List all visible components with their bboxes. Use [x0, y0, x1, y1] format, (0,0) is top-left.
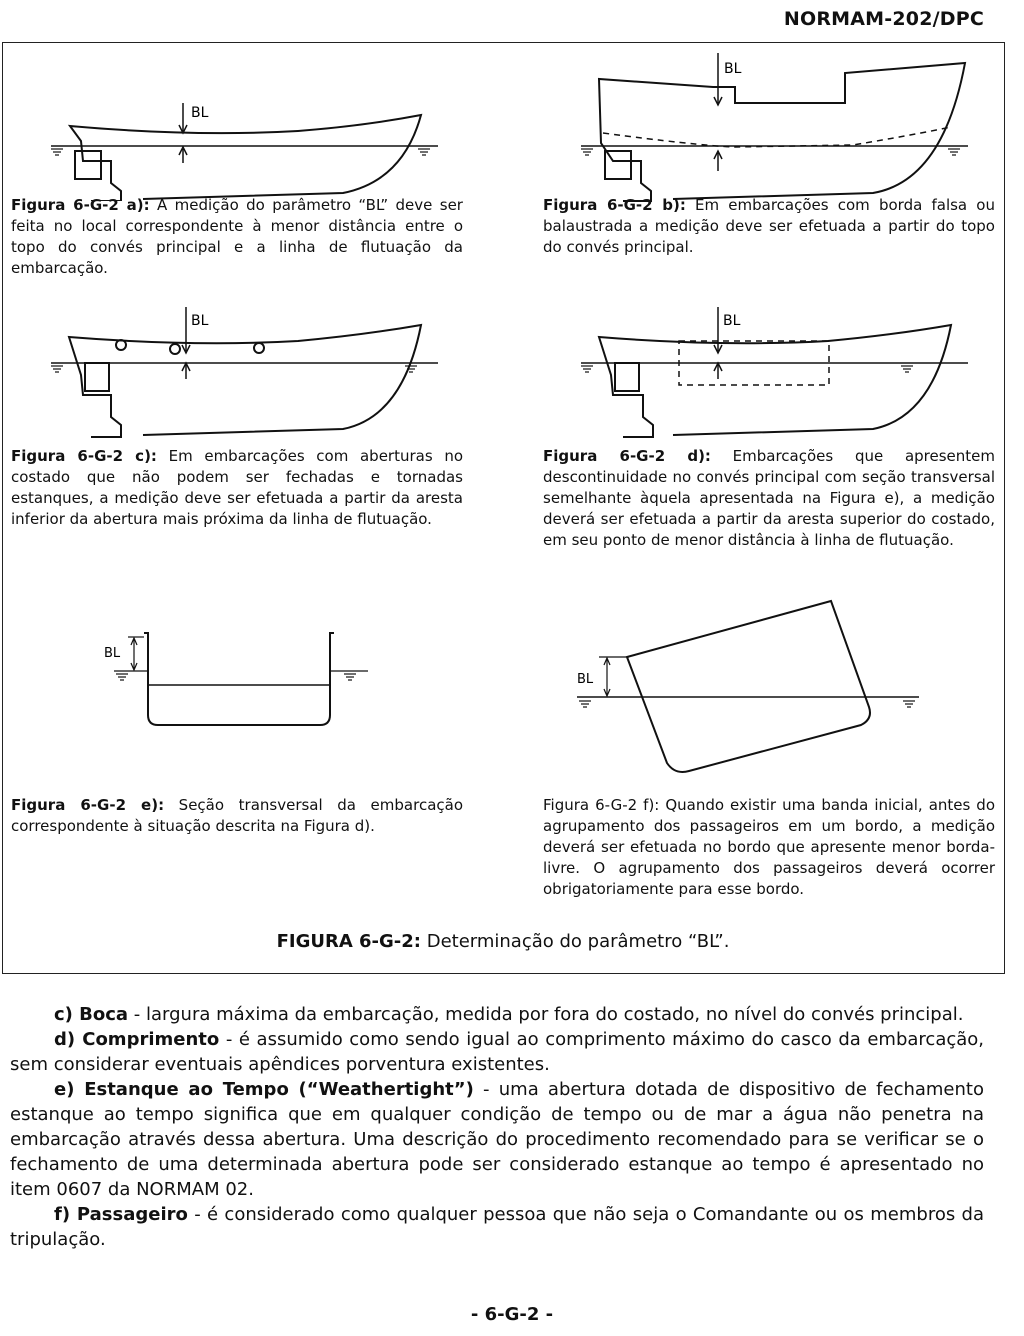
heeled-section-f — [627, 601, 870, 772]
definitions — [10, 1002, 984, 1252]
definition-passageiro — [10, 1202, 984, 1252]
definition-text: - é considerado como qualquer pessoa que não seja o Comandante ou os membros da tripulação. — [10, 1204, 984, 1250]
page-number: - 6-G-2 - — [470, 1304, 554, 1325]
figure-a-diagram — [43, 71, 443, 201]
bl-label-c: BL — [191, 313, 209, 329]
definition-term: f) Passageiro — [54, 1204, 188, 1225]
caption-e — [11, 795, 463, 837]
caption-c-label: Figura 6-G-2 c): — [11, 447, 157, 465]
figure-d-diagram — [573, 305, 973, 445]
caption-a — [11, 195, 463, 279]
caption-c — [11, 446, 463, 530]
hull-a — [70, 115, 421, 201]
figure-b-diagram — [573, 53, 973, 203]
caption-f-label: Figura 6-G-2 f): — [543, 796, 660, 814]
rudder-a — [75, 151, 101, 179]
main-deck-line-b — [603, 127, 951, 147]
bl-label-e: BL — [104, 646, 121, 661]
rudder-d — [615, 363, 639, 391]
definition-term: d) Comprimento — [54, 1029, 220, 1050]
bl-label-b: BL — [724, 61, 742, 77]
definition-text: - é assumido como sendo igual ao comprimento máximo do casco da embarcação, sem considerar eventuais apêndices porventura existentes. — [10, 1029, 985, 1075]
caption-d-text: Embarcações que apresentem descontinuidade no convés principal com seção transversal semelhante àquela apresentada na Figura e), a medição deverá ser efetuada a partir da aresta superior do costado, em seu ponto de menor distância à linha de flutuação. — [543, 447, 995, 549]
caption-a-text: A medição do parâmetro “BL” deve ser feita no local correspondente à menor distância entre o topo do convés principal e a linha de flutuação da embarcação. — [11, 196, 463, 277]
side-opening-3 — [254, 343, 264, 353]
caption-f-text: Quando existir uma banda inicial, antes do agrupamento dos passageiros em um bordo, a medição deverá ser efetuada no bordo que apresente menor borda-livre. O agrupamento dos passageiros deverá ocorrer obrigatoriamente para esse bordo. — [543, 796, 996, 898]
definition-comprimento — [10, 1027, 984, 1077]
caption-b-text: Em embarcações com borda falsa ou balaustrada a medição deve ser efetuada a partir do topo do convés principal. — [543, 196, 995, 256]
definition-term: c) Boca — [54, 1004, 129, 1025]
definition-estanque — [10, 1077, 984, 1202]
caption-a-label: Figura 6-G-2 a): — [11, 196, 150, 214]
hull-b — [599, 63, 965, 201]
document-id: NORMAM-202/DPC — [783, 8, 984, 30]
caption-c-text: Em embarcações com aberturas no costado que não podem ser fechadas e tornadas estanques, a medição deve ser efetuada a partir da aresta inferior da abertura mais próxima da linha de flutuação. — [11, 447, 463, 528]
caption-e-text: Seção transversal da embarcação correspondente à situação descrita na Figura d). — [11, 796, 464, 835]
figure-c-diagram — [43, 305, 443, 445]
bl-label-f: BL — [577, 672, 594, 687]
figure-title-label: FIGURA 6-G-2: — [276, 931, 421, 952]
figure-title — [3, 931, 1003, 952]
caption-b-label: Figura 6-G-2 b): — [543, 196, 686, 214]
caption-f — [543, 795, 995, 900]
figure-title-text: Determinação do parâmetro “BL”. — [420, 931, 730, 952]
caption-e-label: Figura 6-G-2 e): — [11, 796, 165, 814]
figure-box — [2, 42, 1005, 974]
bl-label-a: BL — [191, 105, 209, 121]
hull-c — [69, 325, 421, 437]
caption-d-label: Figura 6-G-2 d): — [543, 447, 711, 465]
definition-boca — [10, 1002, 984, 1027]
hull-d — [599, 325, 951, 437]
definition-text: - uma abertura dotada de dispositivo de fechamento estanque ao tempo significa que em qualquer condição de tempo ou de mar a água não penetra na embarcação através dessa abertura. Uma descrição do procedimento recomendado para se verificar se o fechamento de uma determinada abertura pode ser considerado estanque ao tempo é apresentado no item 0607 da NORMAM 02. — [10, 1079, 984, 1200]
side-opening-2 — [170, 344, 180, 354]
bl-label-d: BL — [723, 313, 741, 329]
section-e — [144, 633, 334, 725]
caption-d — [543, 446, 995, 551]
definition-text: - largura máxima da embarcação, medida por fora do costado, no nível do convés principal. — [128, 1004, 964, 1025]
caption-b — [543, 195, 995, 258]
definition-term: e) Estanque ao Tempo (“Weathertight”) — [54, 1079, 474, 1100]
figure-e-diagram — [98, 623, 378, 733]
figure-f-diagram — [569, 595, 929, 785]
rudder-c — [85, 363, 109, 391]
